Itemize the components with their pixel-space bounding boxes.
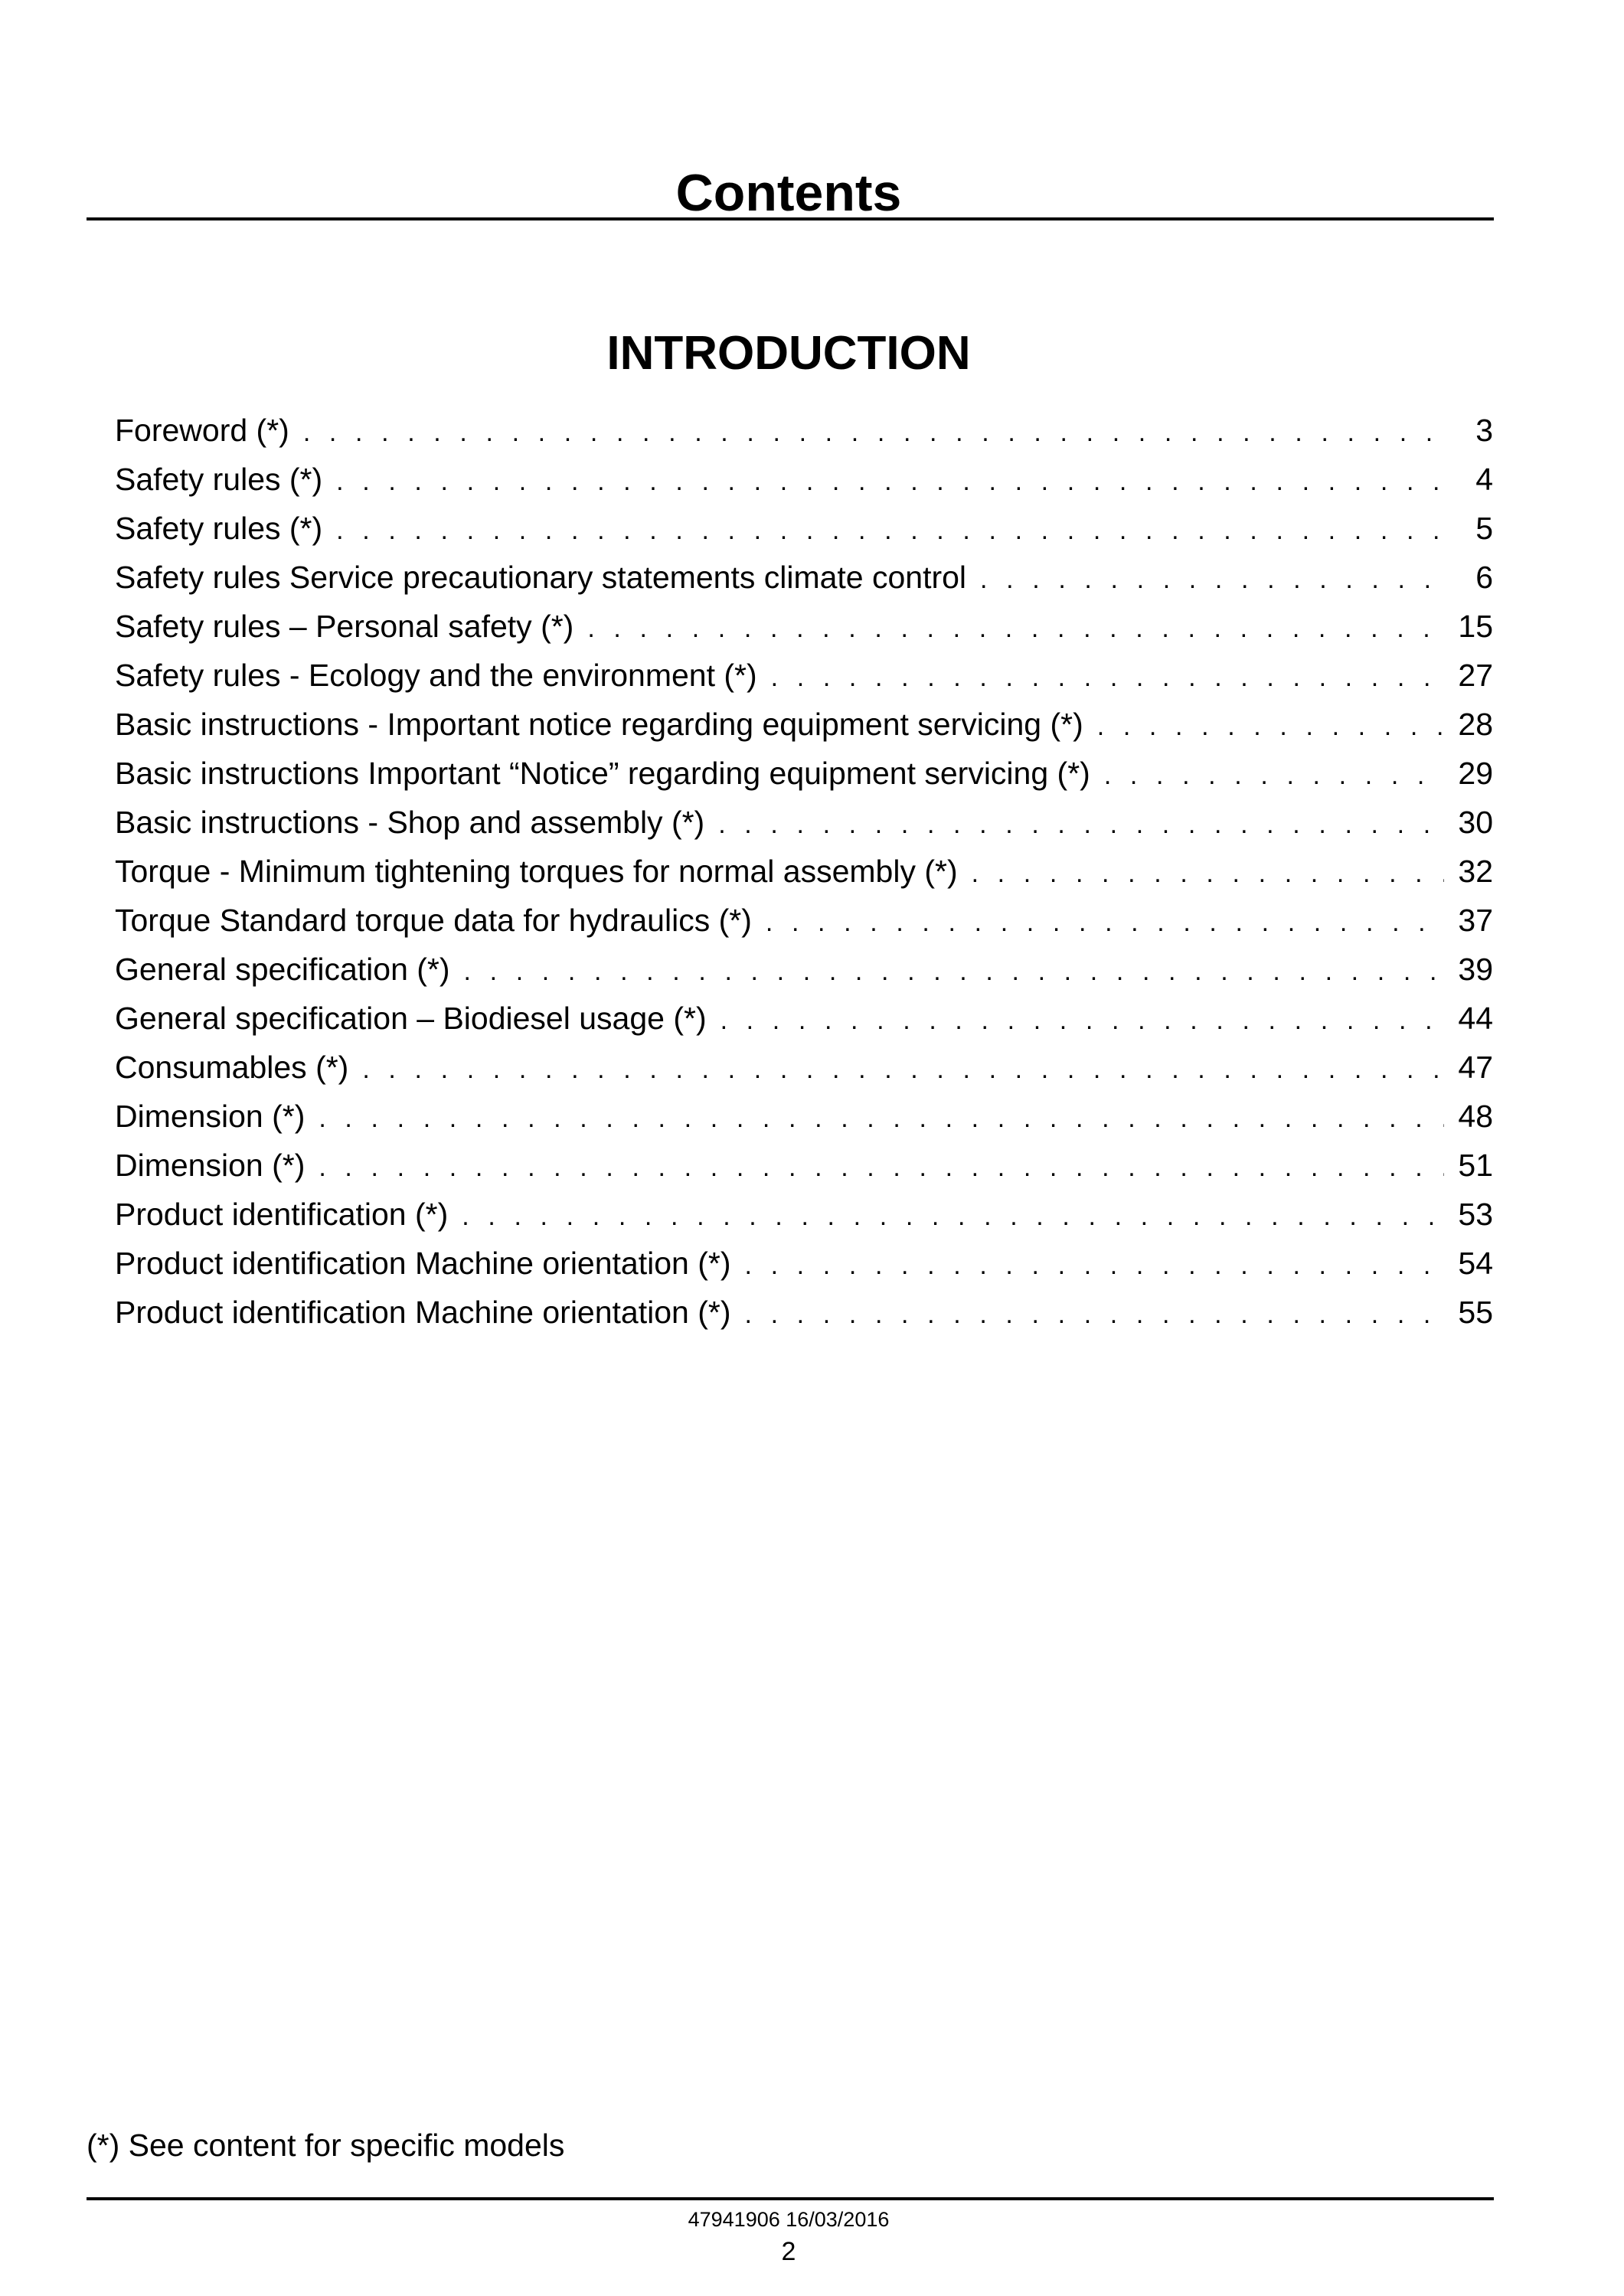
toc-entry-page[interactable]: 32 xyxy=(1458,854,1493,889)
toc-entry-page[interactable]: 15 xyxy=(1458,609,1493,644)
toc-dot-leader xyxy=(1104,751,1444,800)
toc-entry-title[interactable]: Foreword (*) xyxy=(115,413,289,448)
toc-entry[interactable] xyxy=(115,1239,1493,1288)
toc-dot-leader xyxy=(721,996,1444,1045)
page-title: Contents xyxy=(675,163,902,222)
document-reference: 47941906 16/03/2016 xyxy=(688,2208,890,2231)
toc-entry-page[interactable]: 54 xyxy=(1458,1246,1493,1281)
toc-entry-page[interactable]: 55 xyxy=(1458,1295,1493,1330)
toc-entry-page[interactable]: 48 xyxy=(1458,1099,1493,1134)
toc-dot-leader xyxy=(336,506,1444,555)
toc-entry[interactable] xyxy=(115,700,1493,749)
toc-dot-leader xyxy=(464,947,1444,996)
toc-entry-page[interactable]: 29 xyxy=(1458,756,1493,791)
toc-dot-leader xyxy=(319,1094,1444,1143)
header-rule xyxy=(87,217,1494,220)
toc-entry-page[interactable]: 30 xyxy=(1458,805,1493,840)
page-number: 2 xyxy=(781,2237,796,2266)
toc-entry-page[interactable]: 28 xyxy=(1458,707,1493,742)
toc-entry[interactable] xyxy=(115,847,1493,896)
toc-entry-page[interactable]: 3 xyxy=(1475,413,1493,448)
toc-entry[interactable] xyxy=(115,1288,1493,1337)
toc-entry-page[interactable]: 39 xyxy=(1458,952,1493,987)
toc-entry[interactable] xyxy=(115,994,1493,1043)
toc-entry-title[interactable]: Dimension (*) xyxy=(115,1148,306,1183)
toc-dot-leader xyxy=(303,408,1444,457)
toc-entry-page[interactable]: 53 xyxy=(1458,1197,1493,1232)
toc-entry-title[interactable]: General specification – Biodiesel usage (*) xyxy=(115,1001,707,1036)
toc-dot-leader xyxy=(362,1045,1444,1094)
toc-entry-title[interactable]: Safety rules (*) xyxy=(115,462,323,497)
toc-entry-page[interactable]: 5 xyxy=(1475,511,1493,546)
toc-entry-title[interactable]: Safety rules – Personal safety (*) xyxy=(115,609,574,644)
toc-entry-page[interactable]: 51 xyxy=(1458,1148,1493,1183)
toc-entry-title[interactable]: Dimension (*) xyxy=(115,1099,306,1134)
toc-dot-leader xyxy=(745,1241,1445,1290)
toc-entry-title[interactable]: Product identification Machine orientation (*) xyxy=(115,1246,731,1281)
toc-entry[interactable] xyxy=(115,1092,1493,1141)
toc-entry-title[interactable]: Consumables (*) xyxy=(115,1050,349,1085)
toc-entry[interactable] xyxy=(115,553,1493,602)
toc-entry[interactable] xyxy=(115,455,1493,504)
toc-entry[interactable] xyxy=(115,504,1493,553)
toc-dot-leader xyxy=(587,604,1444,653)
toc-dot-leader xyxy=(718,800,1444,849)
toc-entry[interactable] xyxy=(115,945,1493,994)
table-of-contents xyxy=(115,406,1493,1337)
toc-entry-title[interactable]: Basic instructions Important “Notice” regarding equipment servicing (*) xyxy=(115,756,1090,791)
toc-dot-leader xyxy=(771,653,1444,702)
toc-entry[interactable] xyxy=(115,1141,1493,1190)
toc-dot-leader xyxy=(766,898,1444,947)
footer-rule xyxy=(87,2197,1494,2200)
footnote: (*) See content for specific models xyxy=(87,2128,565,2163)
section-title: INTRODUCTION xyxy=(606,327,971,380)
toc-dot-leader xyxy=(972,849,1444,898)
toc-entry[interactable] xyxy=(115,1190,1493,1239)
toc-entry-page[interactable]: 44 xyxy=(1458,1001,1493,1036)
toc-entry-title[interactable]: Basic instructions - Shop and assembly (*) xyxy=(115,805,705,840)
toc-entry-title[interactable]: Safety rules Service precautionary statements climate control xyxy=(115,560,967,595)
toc-entry[interactable] xyxy=(115,798,1493,847)
toc-entry-title[interactable]: Product identification Machine orientation (*) xyxy=(115,1295,731,1330)
toc-entry[interactable] xyxy=(115,602,1493,651)
toc-entry-title[interactable]: Safety rules - Ecology and the environment (*) xyxy=(115,658,757,693)
toc-entry[interactable] xyxy=(115,1043,1493,1092)
toc-entry[interactable] xyxy=(115,896,1493,945)
toc-entry-page[interactable]: 47 xyxy=(1458,1050,1493,1085)
toc-entry-page[interactable]: 37 xyxy=(1458,903,1493,938)
toc-dot-leader xyxy=(336,457,1444,506)
toc-dot-leader xyxy=(462,1192,1444,1241)
toc-entry-page[interactable]: 4 xyxy=(1475,462,1493,497)
toc-entry-title[interactable]: Torque - Minimum tightening torques for normal assembly (*) xyxy=(115,854,958,889)
toc-entry-title[interactable]: Product identification (*) xyxy=(115,1197,449,1232)
toc-entry-title[interactable]: Safety rules (*) xyxy=(115,511,323,546)
toc-dot-leader xyxy=(980,555,1444,604)
toc-entry-title[interactable]: General specification (*) xyxy=(115,952,450,987)
toc-entry-page[interactable]: 27 xyxy=(1458,658,1493,693)
toc-entry[interactable] xyxy=(115,749,1493,798)
toc-entry[interactable] xyxy=(115,406,1493,455)
toc-entry[interactable] xyxy=(115,651,1493,700)
toc-dot-leader xyxy=(319,1143,1444,1192)
toc-entry-title[interactable]: Torque Standard torque data for hydraulics (*) xyxy=(115,903,752,938)
toc-dot-leader xyxy=(745,1290,1445,1339)
toc-dot-leader xyxy=(1097,702,1444,751)
toc-entry-title[interactable]: Basic instructions - Important notice regarding equipment servicing (*) xyxy=(115,707,1083,742)
toc-entry-page[interactable]: 6 xyxy=(1475,560,1493,595)
